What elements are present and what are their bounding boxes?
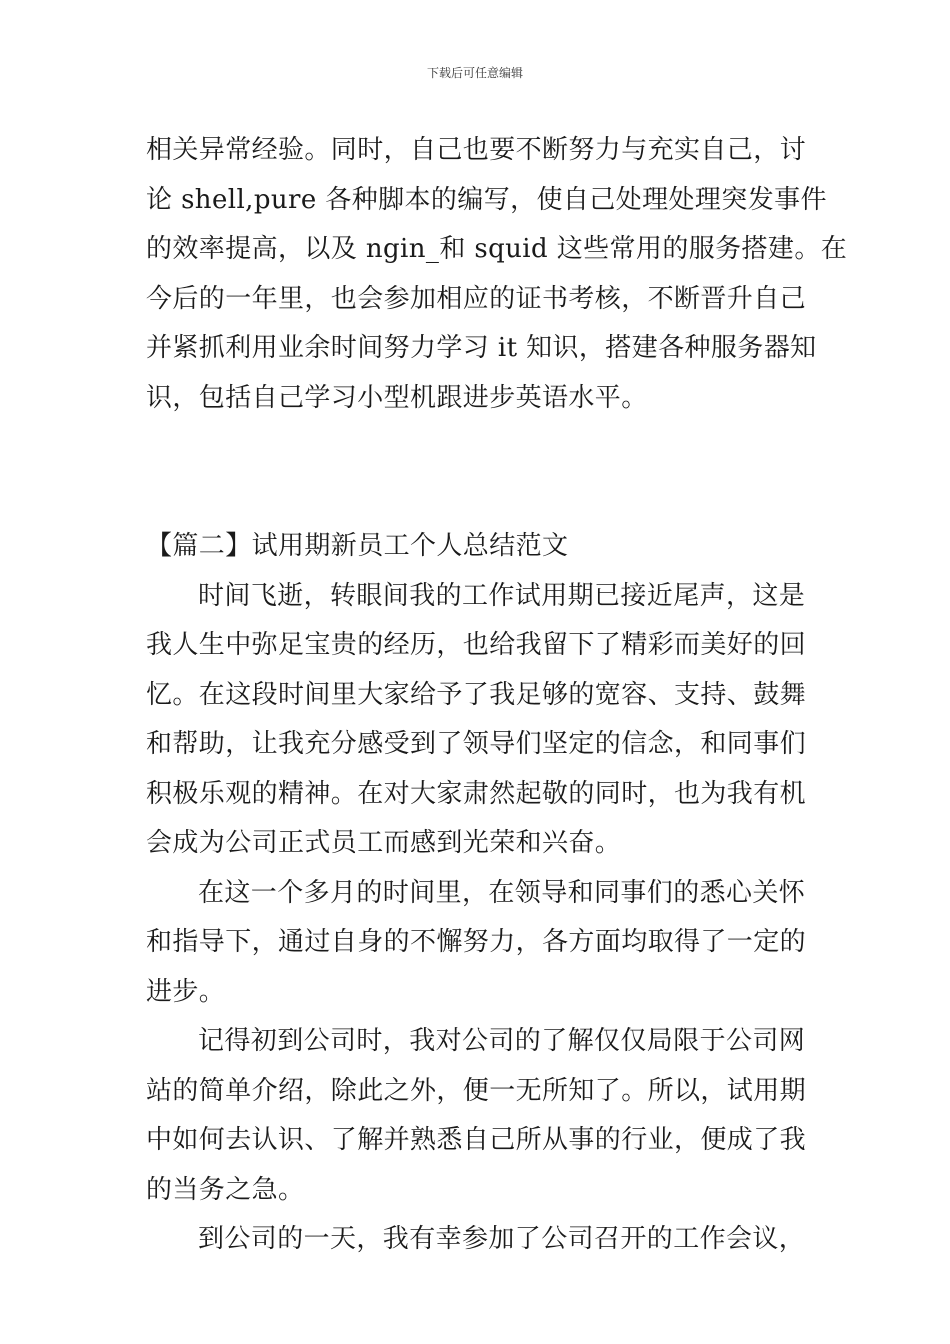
text-line: 我人生中弥足宝贵的经历，也给我留下了精彩而美好的回 <box>146 630 807 660</box>
text-line: 的当务之急。 <box>146 1174 305 1205</box>
text-line: 中如何去认识、了解并熟悉自己所从事的行业，便成了我 <box>146 1125 807 1155</box>
text-line: 和指导下，通过自身的不懈努力，各方面均取得了一定的 <box>146 927 807 957</box>
text-line: 站的简单介绍，除此之外，便一无所知了。所以，试用期 <box>146 1075 807 1106</box>
section-title: 【篇二】试用期新员工个人总结范文 <box>146 531 569 561</box>
text-line: 今后的一年里，也会参加相应的证书考核，不断晋升自己 <box>146 283 807 314</box>
text-line: 相关异常经验。同时，自己也要不断努力与充实自己，讨 <box>146 135 807 165</box>
text-line: 论 shell,pure 各种脚本的编写，使自己处理处理突发事件 <box>146 184 827 215</box>
text-line: 会成为公司正式员工而感到光荣和兴奋。 <box>146 828 622 858</box>
text-line: 进步。 <box>146 976 226 1007</box>
text-line: 在这一个多月的时间里，在领导和同事们的悉心关怀 <box>198 877 806 908</box>
document-body <box>146 126 848 1265</box>
page-header: 下载后可任意编辑 <box>426 66 523 80</box>
text-line: 积极乐观的精神。在对大家肃然起敬的同时，也为我有机 <box>146 778 807 809</box>
text-line: 记得初到公司时，我对公司的了解仅仅局限于公司网 <box>198 1026 806 1056</box>
text-line: 并紧抓利用业余时间努力学习 it 知识，搭建各种服务器知 <box>146 333 817 363</box>
text-line: 时间飞逝，转眼间我的工作试用期已接近尾声，这是 <box>198 580 806 611</box>
text-line: 的效率提高，以及 ngin_和 squid 这些常用的服务搭建。在 <box>146 234 848 264</box>
blank-line <box>146 473 810 523</box>
blank-line <box>146 423 810 473</box>
paragraph-4 <box>146 1215 810 1265</box>
paragraph-2 <box>146 869 810 1018</box>
intro-paragraph <box>146 126 848 423</box>
text-line: 到公司的一天，我有幸参加了公司召开的工作会议， <box>198 1224 806 1254</box>
paragraph-3 <box>146 1017 810 1215</box>
text-line: 识，包括自己学习小型机跟进步英语水平。 <box>146 382 648 413</box>
text-line: 和帮助，让我充分感受到了领导们坚定的信念，和同事们 <box>146 729 807 759</box>
paragraph-1 <box>146 572 810 869</box>
text-line: 忆。在这段时间里大家给予了我足够的宽容、支持、鼓舞 <box>146 679 807 710</box>
